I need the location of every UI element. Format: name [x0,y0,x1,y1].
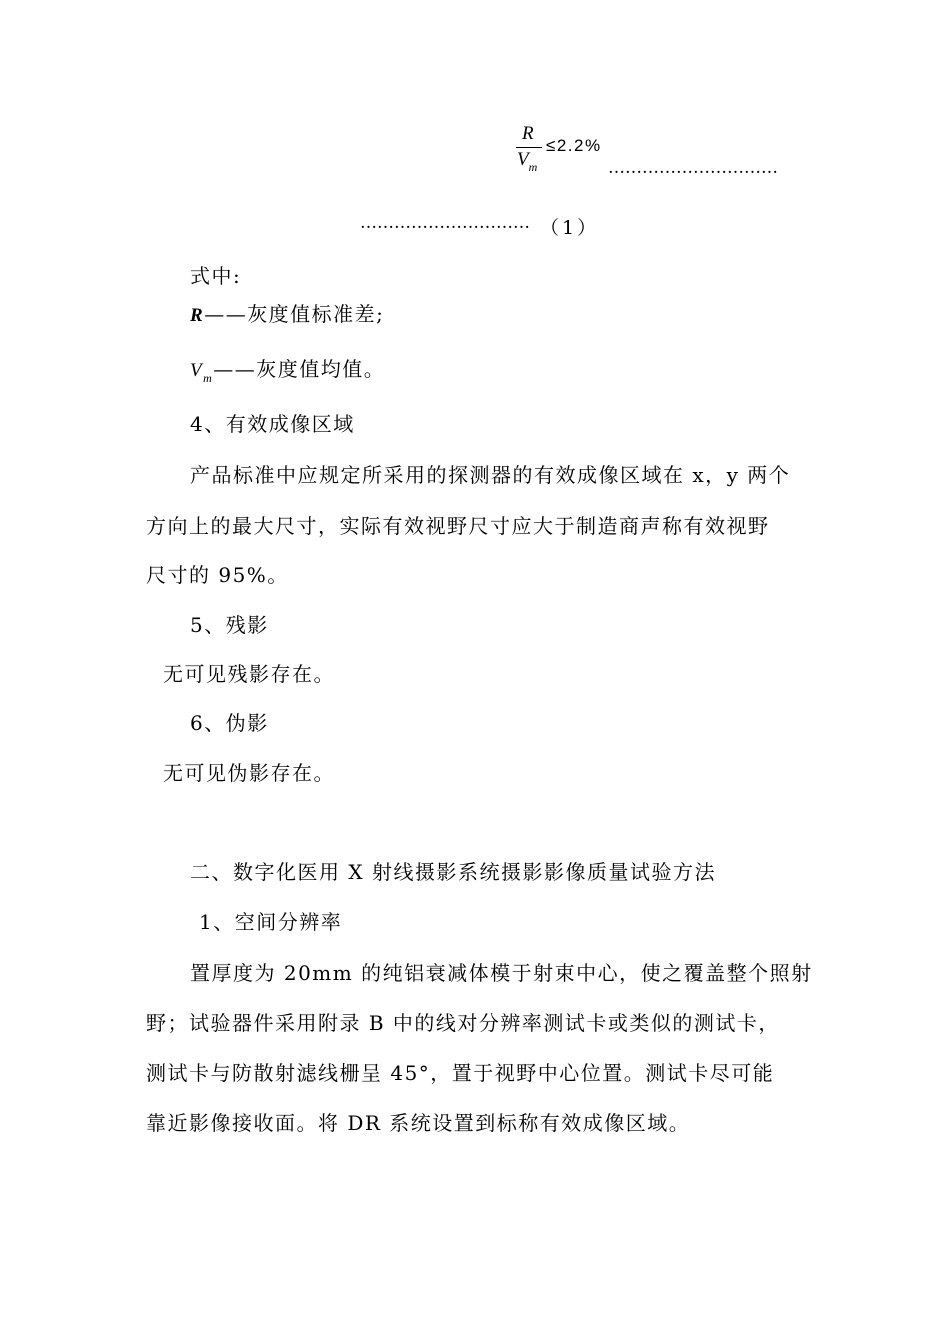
fraction-bar [516,147,542,148]
section5-text: 无可见残影存在。 [163,662,335,686]
section6-text: 无可见伪影存在。 [163,761,335,785]
vm-definition-text: ——灰度值均值。 [213,357,386,381]
equation-number: （1） [540,217,600,239]
leader-dots-1: ………………………… [608,158,778,178]
vm-symbol: V [190,360,204,381]
formula-denominator: $V_m$ [517,149,538,174]
r-definition-text: ——灰度值标准差; [204,302,385,326]
formula-numerator: R [522,123,534,144]
part2-para-line2: 野；试验器件采用附录 B 中的线对分辨率测试卡或类似的测试卡， [146,1011,780,1035]
part2-sub1-heading: 1、空间分辨率 [199,910,343,934]
vm-subscript: m [203,371,214,385]
definitions-intro: 式中: [190,264,242,288]
section4-para-line1: 产品标准中应规定所采用的探测器的有效成像区域在 x，y 两个 [190,463,791,487]
part2-para-line4: 靠近影像接收面。将 DR 系统设置到标称有效成像区域。 [146,1111,691,1135]
part2-para-line3: 测试卡与防散射滤线栅呈 45°，置于视野中心位置。测试卡尽可能 [146,1061,775,1085]
definition-r [190,302,384,328]
section4-para-line2: 方向上的最大尺寸，实际有效视野尺寸应大于制造商声称有效视野 [146,514,770,538]
part2-para-line1: 置厚度为 20mm 的纯铝衰减体模于射束中心，使之覆盖整个照射 [190,961,813,985]
section4-para-line3: 尺寸的 95%。 [146,563,289,587]
formula-inequality: ≤2.2% [546,136,602,155]
definition-vm [190,357,385,384]
section6-heading: 6、伪影 [190,711,269,735]
r-symbol: R [190,305,205,326]
part2-heading: 二、数字化医用 X 射线摄影系统摄影影像质量试验方法 [190,860,716,884]
leader-dots-2: ………………………… [360,213,530,233]
section5-heading: 5、残影 [190,613,269,637]
section4-heading: 4、有效成像区域 [190,412,355,436]
